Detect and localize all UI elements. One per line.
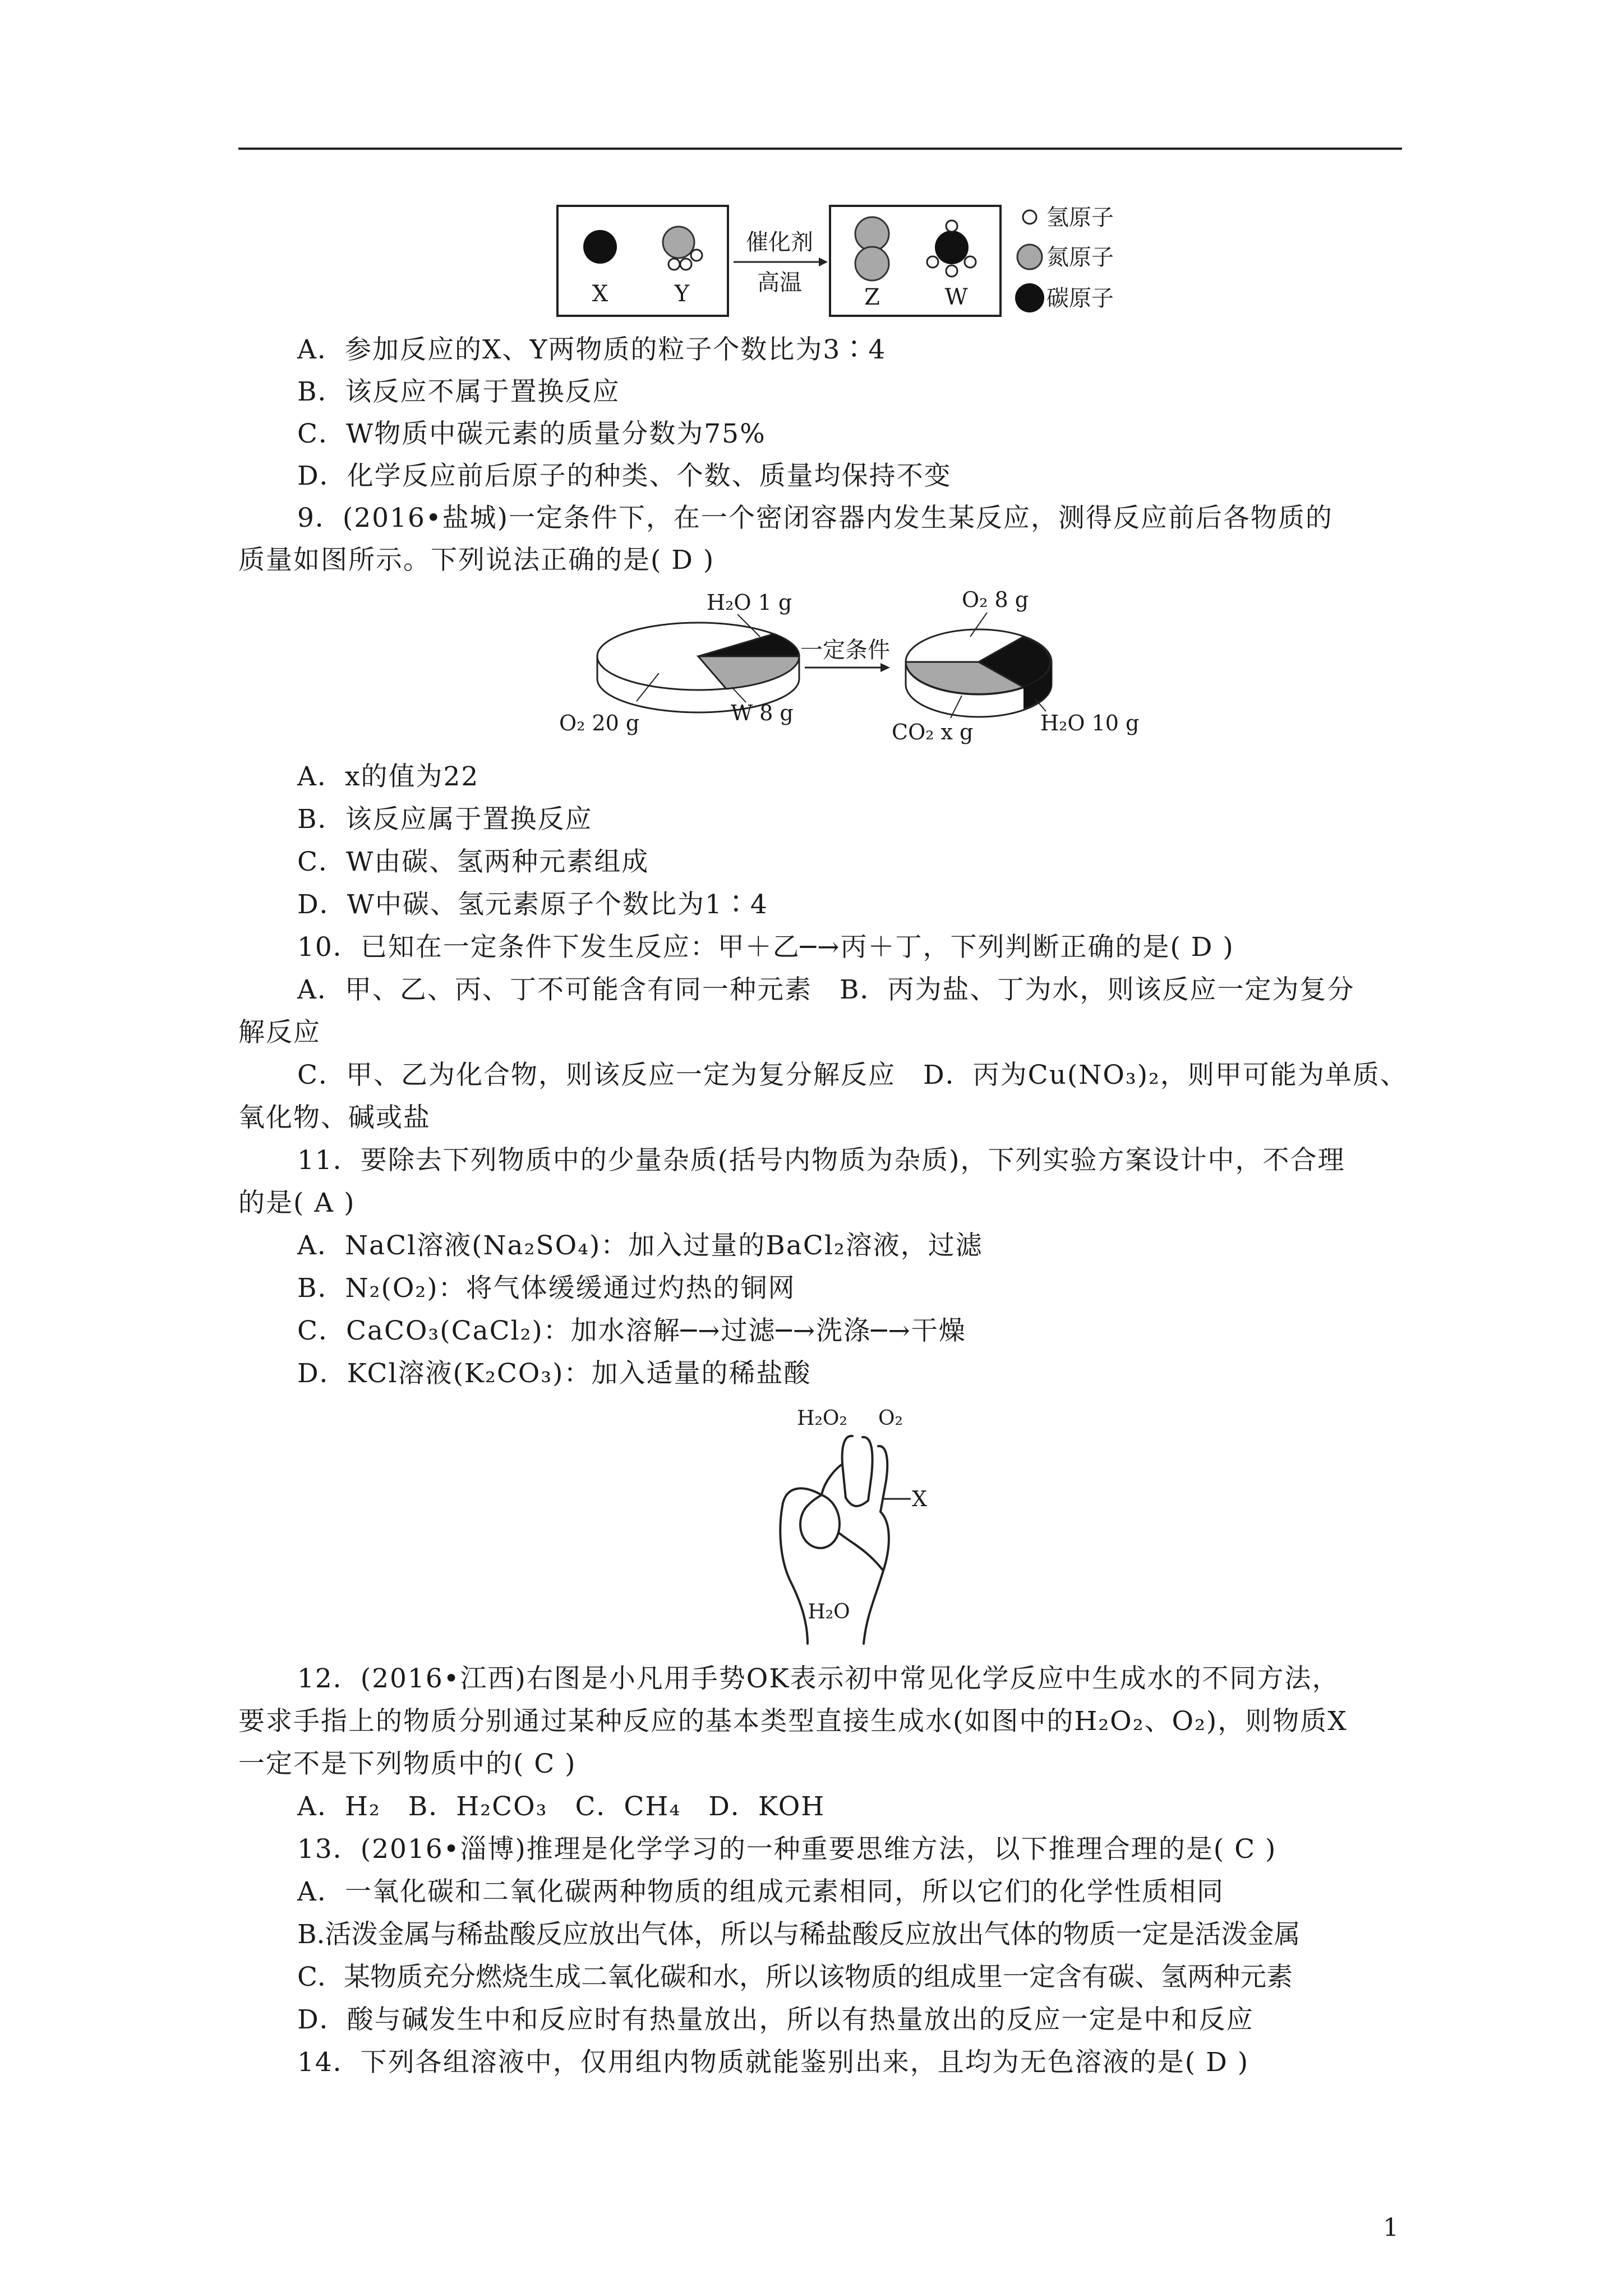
label-x: X (592, 281, 608, 307)
q8-option-c: C．W物质中碳元素的质量分数为75% (297, 418, 766, 449)
q8-option-d: D．化学反应前后原子的种类、个数、质量均保持不变 (297, 461, 952, 491)
q9-stem-line1: 9．(2016•盐城)一定条件下，在一个密闭容器内发生某反应，测得反应前后各物质的 (297, 503, 1333, 533)
hand-h2o2-label: H₂O₂ (797, 1407, 847, 1430)
left-h2o-label: H₂O 1 g (707, 590, 792, 615)
q9-option-a: A．x的值为22 (297, 761, 479, 792)
q11-stem-line1: 11．要除去下列物质中的少量杂质(括号内物质为杂质)，下列实验方案设计中，不合理 (297, 1145, 1345, 1176)
q11-option-d: D．KCl溶液(K₂CO₃)：加入适量的稀盐酸 (297, 1358, 811, 1389)
q12-stem-line3: 一定不是下列物质中的( C ) (238, 1749, 577, 1779)
label-w: W (944, 284, 968, 310)
reaction-particle-diagram (555, 199, 1183, 320)
q13-option-b: B.活泼金属与稀盐酸反应放出气体，所以与稀盐酸反应放出气体的物质一定是活泼金属 (297, 1919, 1301, 1950)
label-y: Y (674, 281, 690, 307)
page-number: 1 (1383, 2214, 1399, 2242)
right-co2-label: CO₂ x g (892, 720, 974, 744)
ok-hand-diagram (768, 1402, 948, 1649)
q13-option-c: C．某物质充分燃烧生成二氧化碳和水，所以该物质的组成里一定含有碳、氢两种元素 (297, 1962, 1293, 1993)
q10-stem: 10．已知在一定条件下发生反应：甲＋乙─→丙＋丁，下列判断正确的是( D ) (297, 932, 1234, 963)
q11-option-a: A．NaCl溶液(Na₂SO₄)：加入过量的BaCl₂溶液，过滤 (297, 1230, 983, 1261)
q11-option-b: B．N₂(O₂)：将气体缓缓通过灼热的铜网 (297, 1273, 796, 1304)
q11-stem-line2: 的是( A ) (238, 1188, 356, 1218)
left-w-label: W 8 g (731, 701, 794, 725)
q12-options: A．H₂ B．H₂CO₃ C．CH₄ D．KOH (297, 1791, 826, 1822)
label-z: Z (864, 284, 880, 310)
legend-carbon: 碳原子 (1046, 286, 1114, 311)
q9-option-b: B．该反应属于置换反应 (297, 804, 593, 835)
right-o2-label: O₂ 8 g (962, 587, 1029, 612)
legend-nitrogen: 氮原子 (1046, 245, 1114, 270)
right-h2o-label: H₂O 10 g (1040, 711, 1140, 735)
x-carbon-atom (583, 230, 617, 264)
q12-stem-line2: 要求手指上的物质分别通过某种反应的基本类型直接生成水(如图中的H₂O₂、O₂)，则物质X (238, 1706, 1348, 1737)
arrow-condition-top: 催化剂 (746, 229, 813, 255)
q10-option-ab: A．甲、乙、丙、丁不可能含有同一种元素 B．丙为盐、丁为水，则该反应一定为复分 (297, 974, 1355, 1005)
q12-stem-line1: 12．(2016•江西)右图是小凡用手势OK表示初中常见化学反应中生成水的不同方法， (297, 1663, 1340, 1694)
arrow-condition-bottom: 高温 (757, 270, 802, 296)
q9-option-c: C．W由碳、氢两种元素组成 (297, 846, 649, 877)
hand-o2-label: O₂ (878, 1407, 903, 1430)
mass-pie-diagram (547, 583, 1158, 763)
q11-option-c: C．CaCO₃(CaCl₂)：加水溶解─→过滤─→洗涤─→干燥 (297, 1315, 966, 1346)
q10-option-ab-cont: 解反应 (238, 1017, 321, 1048)
hand-x-label: X (912, 1487, 928, 1511)
arrow-condition: 一定条件 (800, 637, 890, 663)
q8-option-a: A．参加反应的X、Y两物质的粒子个数比为3∶4 (297, 334, 887, 365)
left-o2-label: O₂ 20 g (559, 711, 640, 735)
legend-hydrogen: 氢原子 (1046, 205, 1114, 231)
q13-option-a: A．一氧化碳和二氧化碳两种物质的组成元素相同，所以它们的化学性质相同 (297, 1876, 1224, 1907)
q10-option-cd: C．甲、乙为化合物，则该反应一定为复分解反应 D．丙为Cu(NO₃)₂，则甲可能为单质、 (297, 1060, 1408, 1091)
q10-option-cd-cont: 氧化物、碱或盐 (238, 1102, 431, 1133)
q9-option-d: D．W中碳、氢元素原子个数比为1∶4 (297, 889, 768, 920)
q9-stem-line2: 质量如图所示。下列说法正确的是( D ) (238, 545, 715, 576)
q13-stem: 13．(2016•淄博)推理是化学学习的一种重要思维方法，以下推理合理的是( C ) (297, 1834, 1277, 1865)
q13-option-d: D．酸与碱发生中和反应时有热量放出，所以有热量放出的反应一定是中和反应 (297, 2004, 1254, 2035)
q14-stem: 14．下列各组溶液中，仅用组内物质就能鉴别出来，且均为无色溶液的是( D ) (297, 2047, 1249, 2078)
q8-option-b: B．该反应不属于置换反应 (297, 376, 620, 407)
hand-h2o-label: H₂O (808, 1600, 850, 1623)
header-rule (238, 148, 1402, 150)
